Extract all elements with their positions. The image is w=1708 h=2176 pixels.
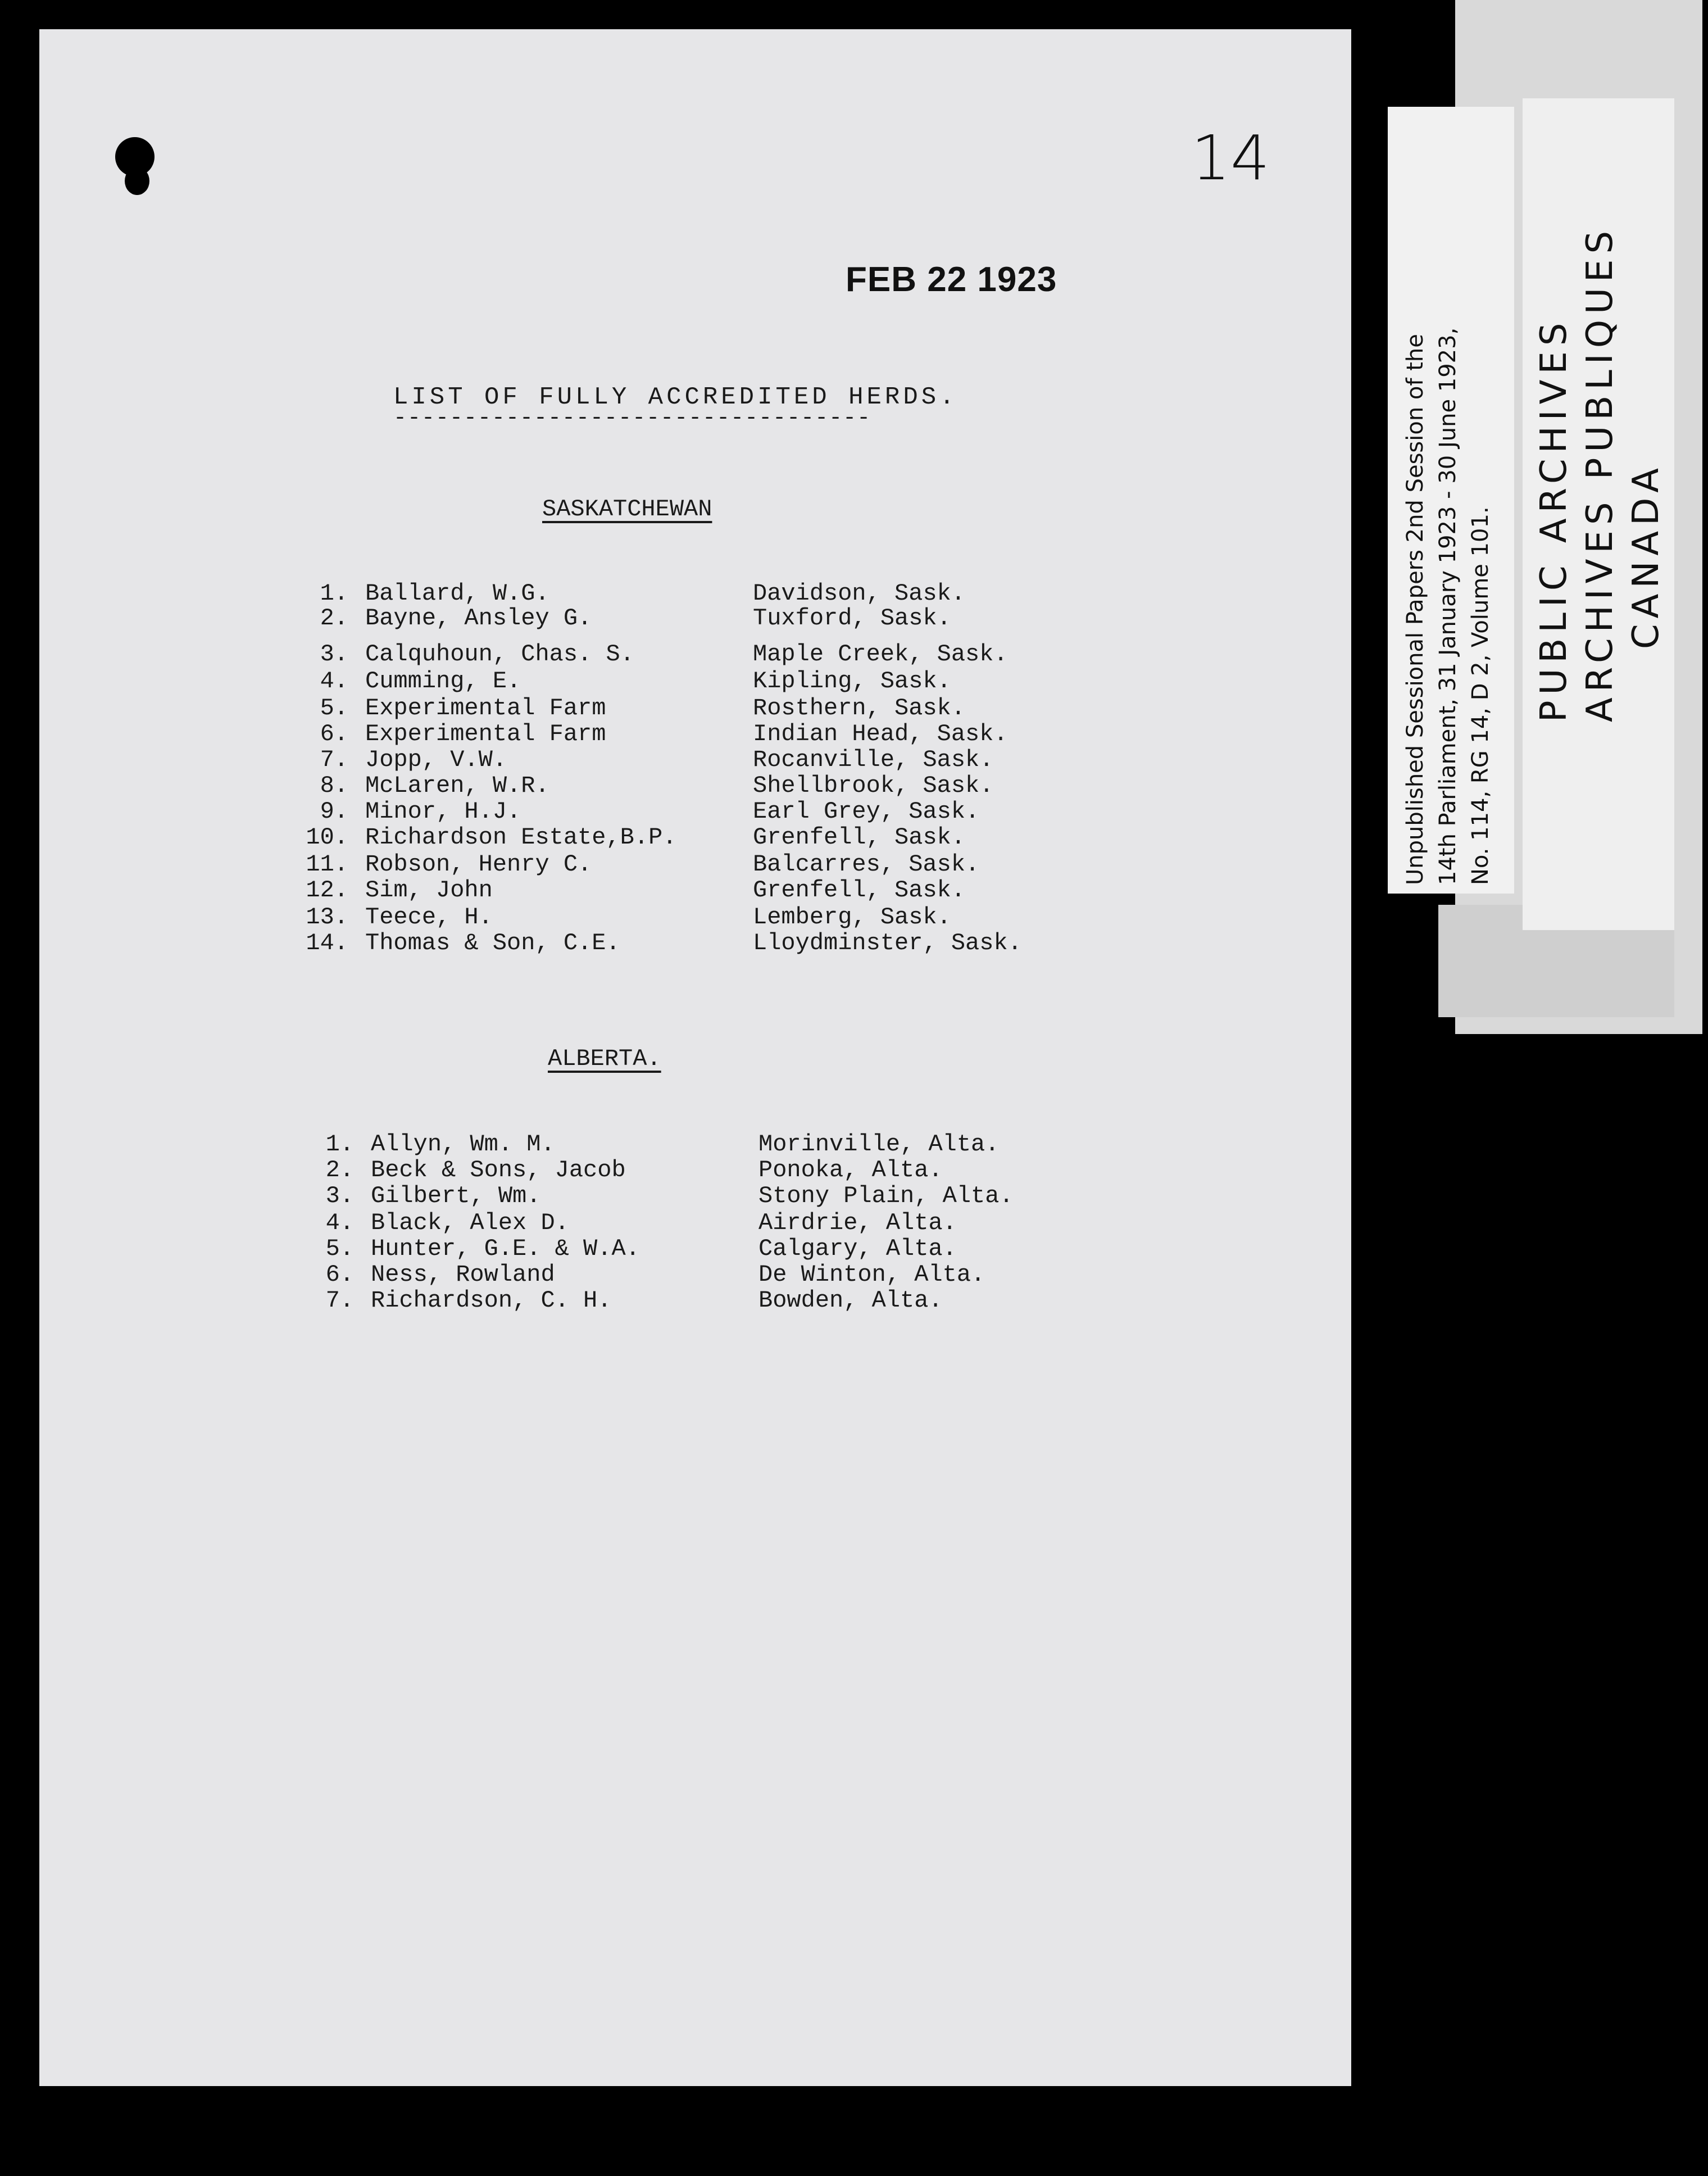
herd-location: De Winton, Alta. bbox=[758, 1261, 985, 1288]
date-stamp: FEB 22 1923 bbox=[846, 260, 1057, 299]
item-number: 6. bbox=[320, 720, 348, 747]
herd-location: Lemberg, Sask. bbox=[753, 904, 951, 931]
herd-location: Davidson, Sask. bbox=[753, 580, 966, 607]
title-rule: ---------------------------------- bbox=[393, 406, 871, 431]
herd-location: Calgary, Alta. bbox=[758, 1235, 957, 1262]
archive-line-2: ARCHIVES PUBLIQUES bbox=[1579, 225, 1621, 722]
archive-line-3: CANADA bbox=[1625, 462, 1667, 649]
herd-location: Morinville, Alta. bbox=[758, 1131, 1000, 1158]
page-number: 14 bbox=[1191, 122, 1270, 194]
citation-line-3: No. 114, RG 14, D 2, Volume 101. bbox=[1468, 506, 1493, 885]
herd-owner: Thomas & Son, C.E. bbox=[365, 930, 620, 956]
item-number: 8. bbox=[320, 772, 348, 799]
herd-location: Rocanville, Sask. bbox=[753, 746, 994, 773]
herd-location: Bowden, Alta. bbox=[758, 1287, 943, 1314]
herd-owner: Minor, H.J. bbox=[365, 798, 521, 825]
item-number: 12. bbox=[306, 877, 348, 904]
item-number: 2. bbox=[325, 1157, 354, 1184]
item-number: 3. bbox=[320, 641, 348, 668]
herd-owner: Calquhoun, Chas. S. bbox=[365, 641, 634, 668]
punch-hole-tear bbox=[125, 167, 149, 195]
item-number: 5. bbox=[320, 695, 348, 722]
herd-owner: Richardson, C. H. bbox=[371, 1287, 612, 1314]
herd-location: Balcarres, Sask. bbox=[753, 851, 980, 878]
herd-owner: Experimental Farm bbox=[365, 695, 606, 722]
archive-line-1: PUBLIC ARCHIVES bbox=[1533, 317, 1575, 722]
herd-location: Maple Creek, Sask. bbox=[753, 641, 1008, 668]
page-title: LIST OF FULLY ACCREDITED HERDS. bbox=[393, 383, 958, 411]
herd-owner: Ness, Rowland bbox=[371, 1261, 555, 1288]
herd-location: Earl Grey, Sask. bbox=[753, 798, 980, 825]
herd-owner: Beck & Sons, Jacob bbox=[371, 1157, 626, 1184]
herd-location: Indian Head, Sask. bbox=[753, 720, 1008, 747]
item-number: 11. bbox=[306, 851, 348, 878]
herd-location: Shellbrook, Sask. bbox=[753, 772, 994, 799]
document-page bbox=[39, 29, 1351, 2086]
herd-location: Grenfell, Sask. bbox=[753, 824, 966, 851]
herd-owner: Sim, John bbox=[365, 877, 493, 904]
herd-location: Lloydminster, Sask. bbox=[753, 930, 1022, 956]
herd-location: Ponoka, Alta. bbox=[758, 1157, 943, 1184]
item-number: 1. bbox=[325, 1131, 354, 1158]
herd-owner: Experimental Farm bbox=[365, 720, 606, 747]
herd-owner: Teece, H. bbox=[365, 904, 493, 931]
item-number: 7. bbox=[320, 746, 348, 773]
herd-location: Kipling, Sask. bbox=[753, 668, 951, 695]
item-number: 4. bbox=[320, 668, 348, 695]
item-number: 13. bbox=[306, 904, 348, 931]
section-heading-alberta: ALBERTA. bbox=[548, 1045, 661, 1072]
herd-owner: Black, Alex D. bbox=[371, 1209, 569, 1236]
item-number: 1. bbox=[320, 580, 348, 607]
herd-owner: Richardson Estate,B.P. bbox=[365, 824, 677, 851]
item-number: 7. bbox=[325, 1287, 354, 1314]
herd-location: Stony Plain, Alta. bbox=[758, 1182, 1014, 1209]
citation-line-1: Unpublished Sessional Papers 2nd Session of the bbox=[1402, 334, 1428, 885]
herd-location: Tuxford, Sask. bbox=[753, 605, 951, 632]
item-number: 5. bbox=[325, 1235, 354, 1262]
item-number: 10. bbox=[306, 824, 348, 851]
item-number: 2. bbox=[320, 605, 348, 632]
herd-owner: Bayne, Ansley G. bbox=[365, 605, 592, 632]
item-number: 4. bbox=[325, 1209, 354, 1236]
herd-location: Airdrie, Alta. bbox=[758, 1209, 957, 1236]
herd-owner: McLaren, W.R. bbox=[365, 772, 549, 799]
item-number: 14. bbox=[306, 930, 348, 956]
herd-location: Rosthern, Sask. bbox=[753, 695, 966, 722]
item-number: 6. bbox=[325, 1261, 354, 1288]
herd-owner: Allyn, Wm. M. bbox=[371, 1131, 555, 1158]
archive-stamp bbox=[1531, 225, 1669, 722]
herd-location: Grenfell, Sask. bbox=[753, 877, 966, 904]
herd-owner: Robson, Henry C. bbox=[365, 851, 592, 878]
item-number: 9. bbox=[320, 798, 348, 825]
citation-line-2: 14th Parliament, 31 January 1923 - 30 June 1923, bbox=[1435, 327, 1461, 885]
herd-owner: Jopp, V.W. bbox=[365, 746, 507, 773]
archive-citation bbox=[1399, 328, 1497, 885]
herd-owner: Hunter, G.E. & W.A. bbox=[371, 1235, 640, 1262]
herd-owner: Cumming, E. bbox=[365, 668, 521, 695]
section-heading-saskatchewan: SASKATCHEWAN bbox=[542, 496, 712, 523]
herd-owner: Ballard, W.G. bbox=[365, 580, 549, 607]
item-number: 3. bbox=[325, 1182, 354, 1209]
herd-owner: Gilbert, Wm. bbox=[371, 1182, 541, 1209]
